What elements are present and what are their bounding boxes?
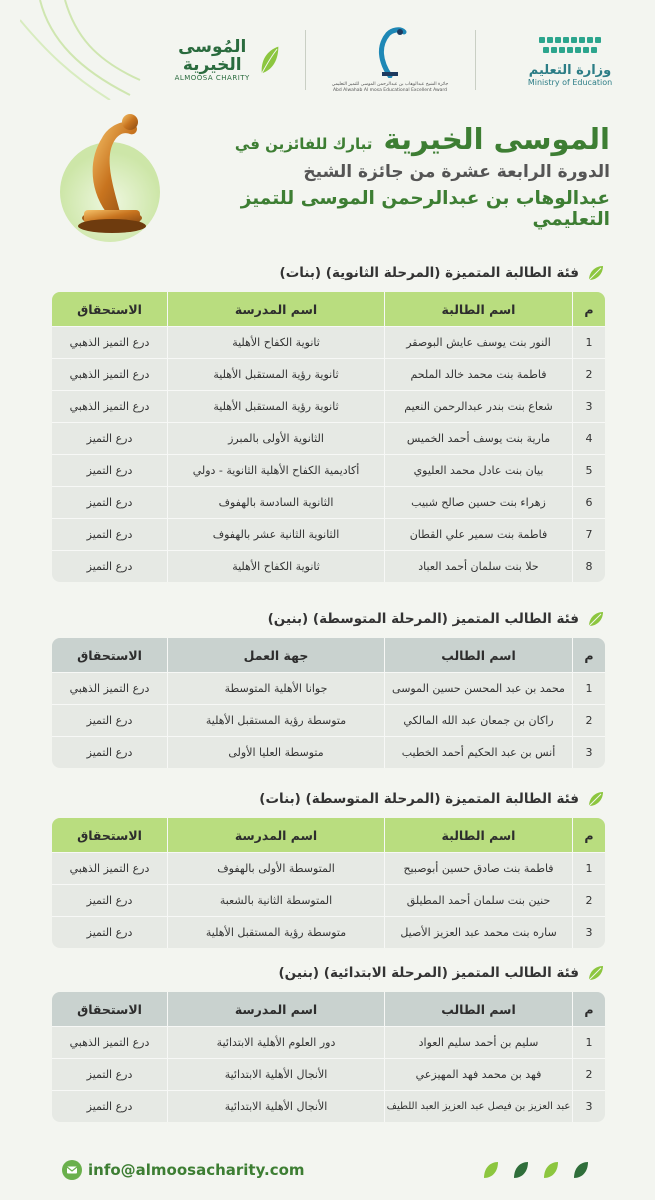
header-cell: الاستحقاق (52, 638, 168, 672)
award-type: درع التميز (52, 1091, 168, 1122)
row-number: 5 (585, 464, 593, 477)
section-title (52, 608, 605, 630)
header-cell: اسم المدرسة (168, 992, 385, 1026)
award-type: درع التميز الذهبي (52, 327, 168, 358)
winners-table (52, 818, 605, 948)
award-type: درع التميز (52, 885, 168, 916)
row-number: 2 (585, 1068, 593, 1081)
table-row (52, 326, 605, 358)
decorative-leaves-footer (480, 1158, 595, 1182)
table-row (52, 704, 605, 736)
school-name: الأنجال الأهلية الابتدائية (168, 1059, 385, 1090)
school-name: ثانوية الكفاح الأهلية (168, 551, 385, 582)
school-name: متوسطة رؤية المستقبل الأهلية (168, 705, 385, 736)
headline (180, 122, 610, 230)
award-english-text: Abd Alwahab Al mosa Educational Excellent Award (332, 88, 448, 93)
almoosa-english-name: ALMOOSA CHARITY (174, 74, 250, 82)
leaf-icon (587, 964, 605, 982)
award-type: درع التميز الذهبي (52, 391, 168, 422)
school-name: المتوسطة الثانية بالشعبة (168, 885, 385, 916)
award-type: درع التميز الذهبي (52, 673, 168, 704)
header-cell: اسم المدرسة (168, 292, 385, 326)
section-title-text: فئة الطالب المتميز (المرحلة المتوسطة) (بنين) (267, 611, 579, 627)
student-name: محمد بن عبد المحسن حسين الموسى (385, 673, 573, 704)
row-number: 1 (585, 1036, 593, 1049)
student-name: حنين بنت سلمان أحمد المطيلق (385, 885, 573, 916)
table-row (52, 852, 605, 884)
row-number: 3 (585, 746, 593, 759)
decorative-leaves (20, 0, 150, 100)
school-name: ثانوية رؤية المستقبل الأهلية (168, 391, 385, 422)
award-logo (330, 26, 450, 94)
footer-email[interactable] (62, 1160, 305, 1180)
leaf-icon (587, 610, 605, 628)
section-title (52, 962, 605, 984)
award-type: درع التميز (52, 705, 168, 736)
header-cell: اسم الطالبة (385, 818, 573, 852)
school-name: دور العلوم الأهلية الابتدائية (168, 1027, 385, 1058)
student-name: أنس بن عبد الحكيم أحمد الخطيب (385, 737, 573, 768)
almoosa-charity-logo (170, 37, 280, 83)
header-cell: الاستحقاق (52, 992, 168, 1026)
award-type: درع التميز (52, 737, 168, 768)
student-name: حلا بنت سلمان أحمد العباد (385, 551, 573, 582)
row-number: 2 (585, 894, 593, 907)
table-row (52, 454, 605, 486)
moe-english-name: Ministry of Education (527, 78, 613, 87)
mail-icon (62, 1160, 82, 1180)
student-name: عبد العزيز بن فيصل عبد العزيز العبد اللطيف (385, 1091, 573, 1122)
section-title-text: فئة الطالبة المتميزة (المرحلة المتوسطة) (بنات) (259, 791, 579, 807)
row-number: 2 (585, 714, 593, 727)
school-name: ثانوية الكفاح الأهلية (168, 327, 385, 358)
student-name: فاطمة بنت صادق حسين أبوصبيح (385, 853, 573, 884)
award-type: درع التميز الذهبي (52, 1027, 168, 1058)
headline-congrats: تبارك للفائزين في (234, 135, 373, 153)
school-name: متوسطة رؤية المستقبل الأهلية (168, 917, 385, 948)
school-name: أكاديمية الكفاح الأهلية الثانوية - دولي (168, 455, 385, 486)
student-name: ساره بنت محمد عبد العزيز الأصيل (385, 917, 573, 948)
award-emblem-icon (370, 26, 410, 78)
header-cell: م (573, 992, 605, 1026)
section-middle-boys (52, 608, 605, 768)
winners-table (52, 638, 605, 768)
section-title-text: فئة الطالب المتميز (المرحلة الابتدائية) (بنين) (278, 965, 579, 981)
table-row (52, 916, 605, 948)
award-type: درع التميز (52, 1059, 168, 1090)
student-name: زهراء بنت حسين صالح شبيب (385, 487, 573, 518)
row-number: 1 (585, 682, 593, 695)
winners-table (52, 992, 605, 1122)
header-cell: اسم المدرسة (168, 818, 385, 852)
table-row (52, 1026, 605, 1058)
header-cell: م (573, 292, 605, 326)
table-row (52, 672, 605, 704)
almoosa-arabic-name: المُوسى الخيرية (178, 37, 247, 75)
student-name: فاطمة بنت سمير علي القطان (385, 519, 573, 550)
headline-line-1 (180, 122, 610, 156)
section-title (52, 788, 605, 810)
school-name: الأنجال الأهلية الابتدائية (168, 1091, 385, 1122)
student-name: فاطمة بنت محمد خالد الملحم (385, 359, 573, 390)
section-primary-boys (52, 962, 605, 1122)
award-type: درع التميز (52, 423, 168, 454)
row-number: 2 (585, 368, 593, 381)
leaf-icon (587, 264, 605, 282)
logo-divider (305, 30, 306, 90)
email-text[interactable]: info@almoosacharity.com (88, 1161, 305, 1179)
table-header (52, 992, 605, 1026)
table-row (52, 422, 605, 454)
header-cell: اسم الطالبة (385, 292, 573, 326)
student-name: مارية بنت يوسف أحمد الخميس (385, 423, 573, 454)
table-row (52, 1090, 605, 1122)
school-name: الثانوية السادسة بالهفوف (168, 487, 385, 518)
table-row (52, 1058, 605, 1090)
table-header (52, 292, 605, 326)
award-type: درع التميز (52, 487, 168, 518)
table-row (52, 358, 605, 390)
row-number: 4 (585, 432, 593, 445)
award-type: درع التميز (52, 917, 168, 948)
section-title (52, 262, 605, 284)
row-number: 3 (585, 1100, 593, 1113)
logo-divider (475, 30, 476, 90)
row-number: 3 (585, 926, 593, 939)
moe-dots-icon (535, 33, 605, 59)
student-name: سليم بن أحمد سليم العواد (385, 1027, 573, 1058)
winners-table (52, 292, 605, 582)
logo-bar (170, 20, 640, 100)
table-row (52, 550, 605, 582)
leaf-icon (587, 790, 605, 808)
trophy-illustration (50, 100, 170, 250)
moe-arabic-name: وزارة التعليم (528, 63, 612, 78)
student-name: بيان بنت عادل محمد العليوي (385, 455, 573, 486)
row-number: 6 (585, 496, 593, 509)
row-number: 1 (585, 336, 593, 349)
school-name: المتوسطة الأولى بالهفوف (168, 853, 385, 884)
student-name: فهد بن محمد فهد المهيزعي (385, 1059, 573, 1090)
header-cell: م (573, 818, 605, 852)
row-number: 8 (585, 560, 593, 573)
table-row (52, 518, 605, 550)
section-middle-girls (52, 788, 605, 948)
student-name: شعاع بنت بندر عبدالرحمن النعيم (385, 391, 573, 422)
table-row (52, 736, 605, 768)
header-cell: اسم الطالب (385, 638, 573, 672)
school-name: جوانا الأهلية المتوسطة (168, 673, 385, 704)
table-row (52, 390, 605, 422)
table-row (52, 884, 605, 916)
award-type: درع التميز (52, 455, 168, 486)
header-cell: الاستحقاق (52, 292, 168, 326)
section-secondary-girls (52, 262, 605, 582)
headline-line-3: عبدالوهاب بن عبدالرحمن الموسى للتميز التعليمي (240, 188, 610, 230)
row-number: 3 (585, 400, 593, 413)
award-arabic-text: جائزة الشيخ عبدالوهاب بن عبدالرحمن الموسى للتميز التعليمي (331, 82, 449, 87)
header-cell: اسم الطالب (385, 992, 573, 1026)
award-type: درع التميز (52, 551, 168, 582)
ministry-of-education-logo (500, 33, 640, 87)
student-name: راكان بن جمعان عبد الله المالكي (385, 705, 573, 736)
section-title-text: فئة الطالبة المتميزة (المرحلة الثانوية) (بنات) (279, 265, 579, 281)
award-type: درع التميز الذهبي (52, 853, 168, 884)
award-type: درع التميز الذهبي (52, 359, 168, 390)
headline-charity-name: الموسى الخيرية (383, 122, 610, 156)
school-name: متوسطة العليا الأولى (168, 737, 385, 768)
school-name: الثانوية الثانية عشر بالهفوف (168, 519, 385, 550)
student-name: النور بنت يوسف عايش البوصقر (385, 327, 573, 358)
school-name: الثانوية الأولى بالمبرز (168, 423, 385, 454)
header-cell: الاستحقاق (52, 818, 168, 852)
header-cell: م (573, 638, 605, 672)
award-type: درع التميز (52, 519, 168, 550)
table-header (52, 638, 605, 672)
table-header (52, 818, 605, 852)
row-number: 1 (585, 862, 593, 875)
headline-line-2: الدورة الرابعة عشرة من جائزة الشيخ (303, 162, 610, 182)
row-number: 7 (585, 528, 593, 541)
table-row (52, 486, 605, 518)
school-name: ثانوية رؤية المستقبل الأهلية (168, 359, 385, 390)
leaf-logo-icon (258, 37, 280, 83)
header-cell: جهة العمل (168, 638, 385, 672)
